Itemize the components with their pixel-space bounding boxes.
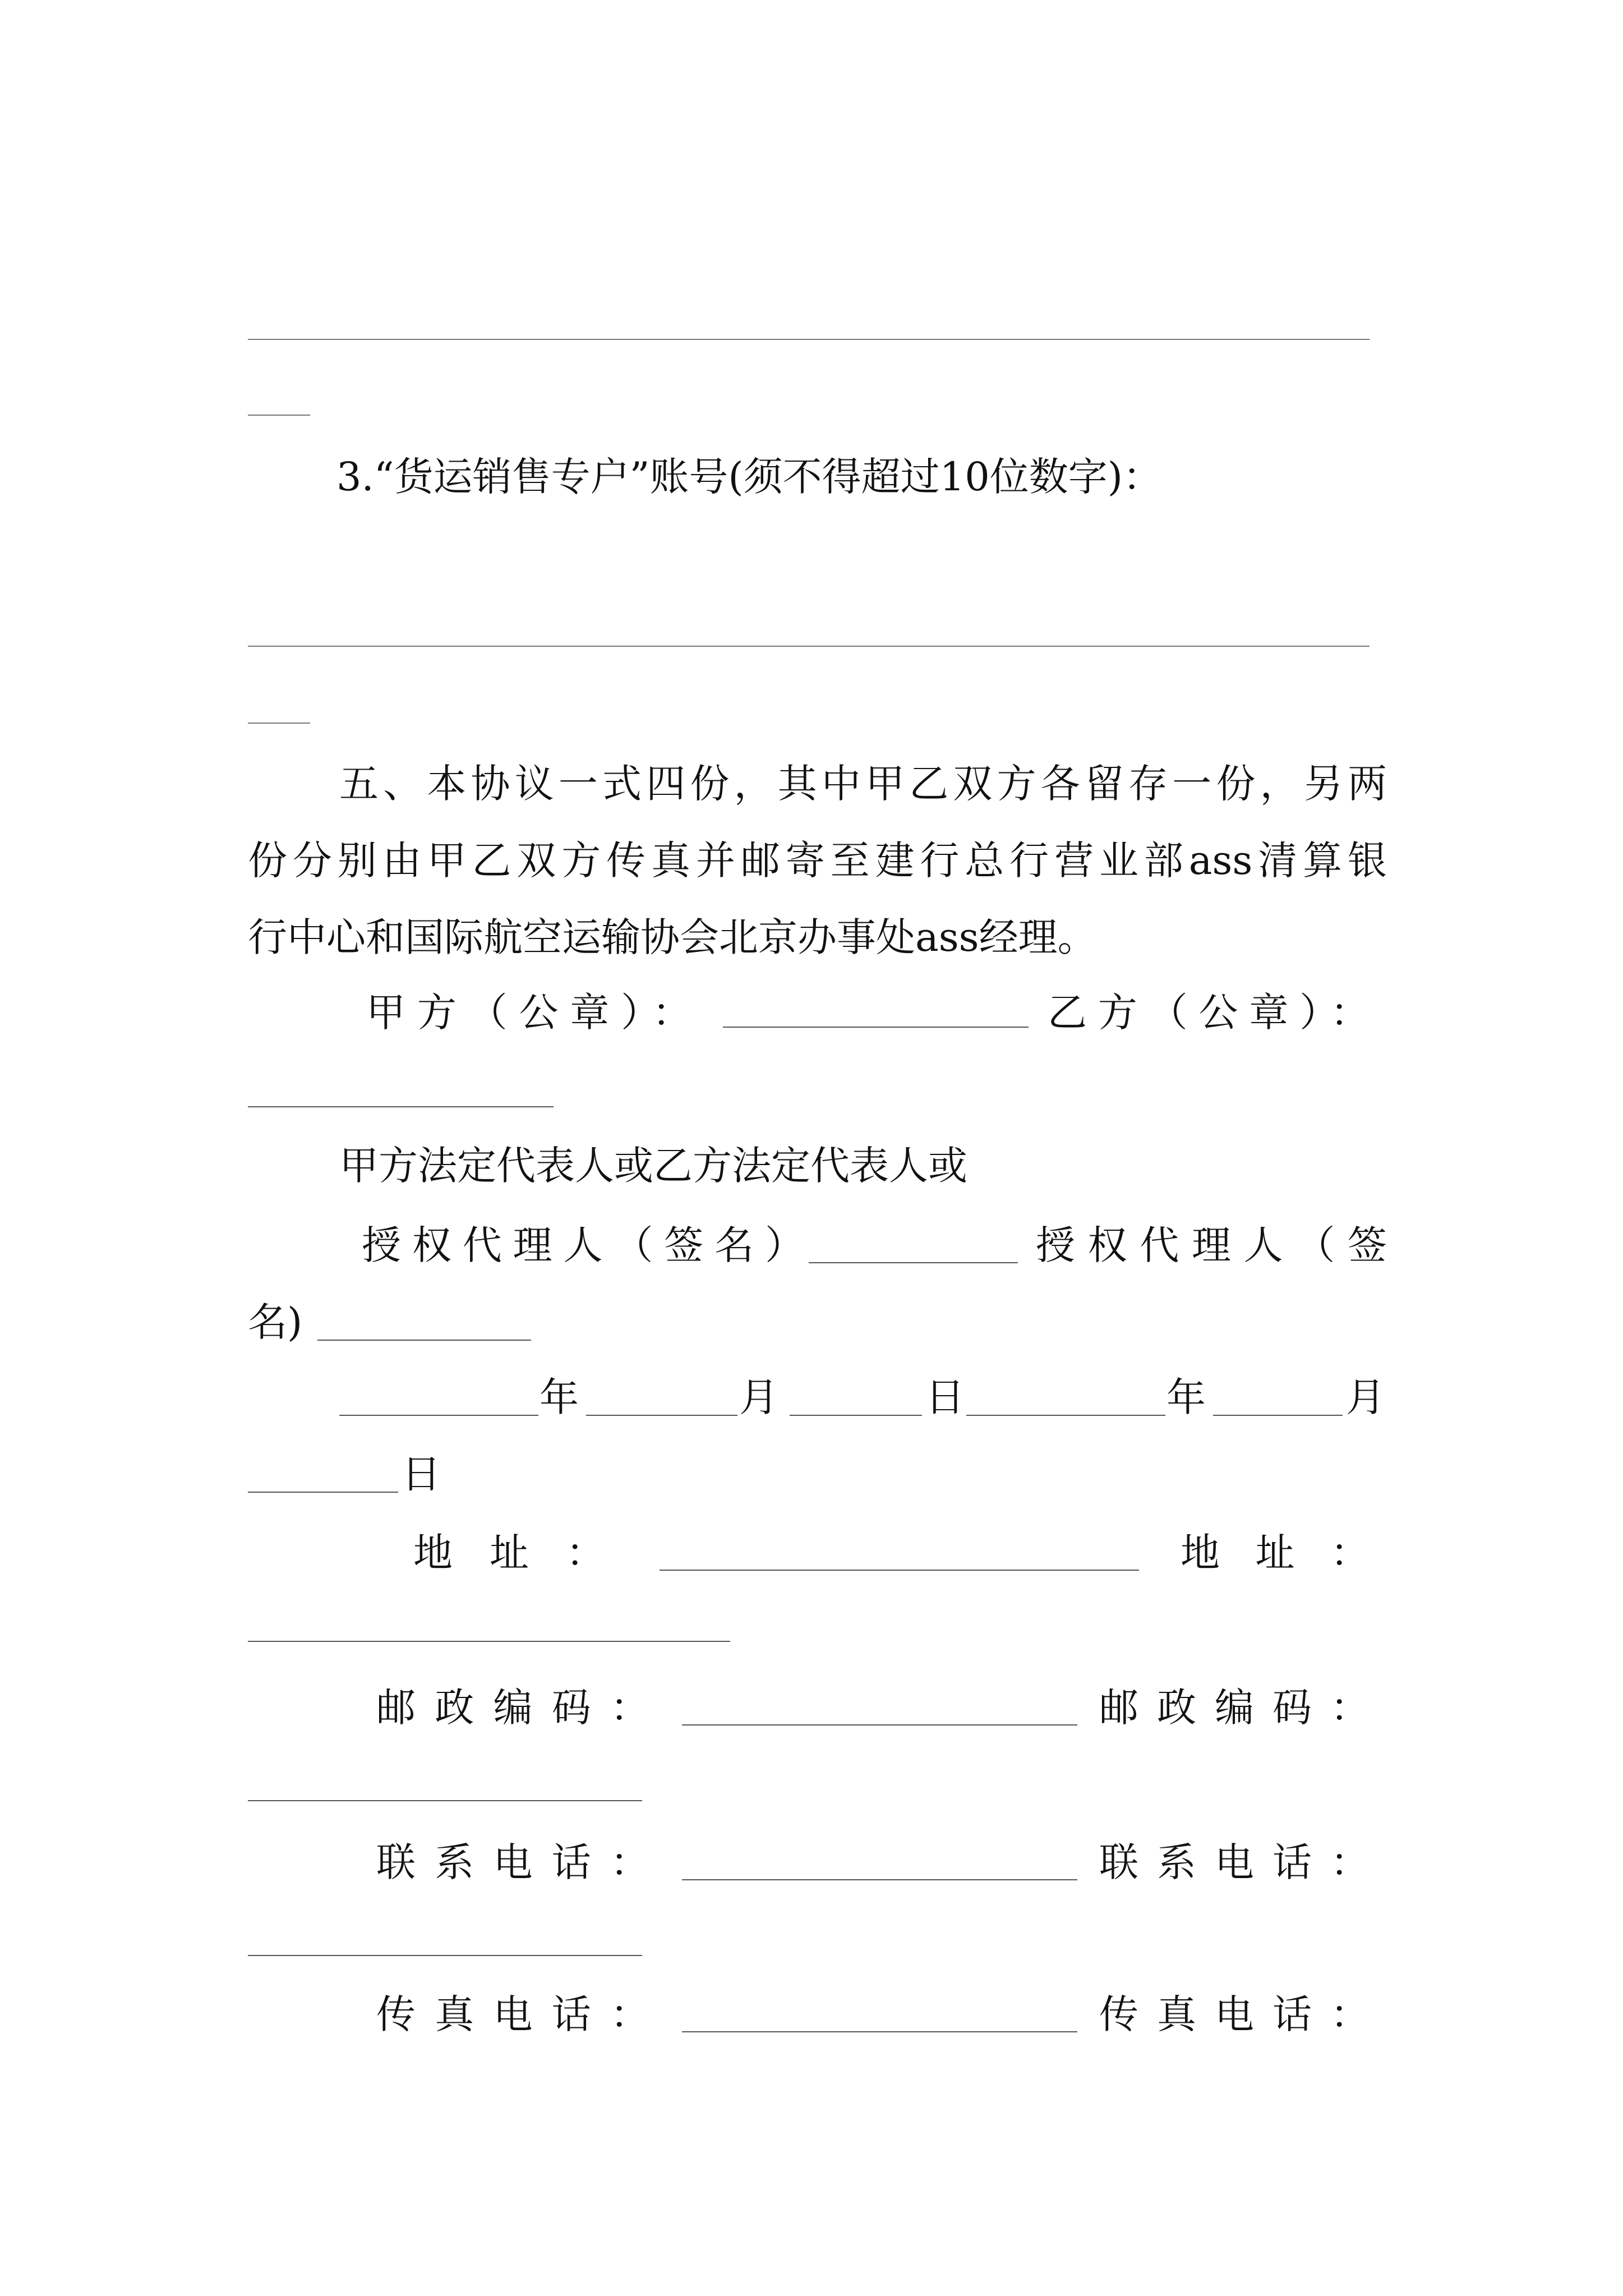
party-b-phone-label: 联系电话： — [1099, 1839, 1370, 1885]
party-a-day-field[interactable] — [790, 1415, 922, 1416]
party-b-fax-label: 传真电话： — [1099, 1991, 1370, 2037]
year-label: 年 — [1166, 1374, 1206, 1420]
agent-b-label: 授权代理人（签 — [1036, 1222, 1387, 1268]
party-b-postcode-label: 邮政编码： — [1099, 1685, 1370, 1731]
party-b-seal-label: 乙方（公章）： — [1048, 990, 1370, 1036]
month-label: 月 — [1346, 1374, 1385, 1420]
party-a-postcode-field[interactable] — [682, 1724, 1077, 1726]
party-b-month-field[interactable] — [1213, 1415, 1343, 1416]
party-a-fax-label: 传真电话： — [376, 1991, 649, 2037]
party-b-address-field[interactable] — [248, 1641, 730, 1642]
blank-line-short — [248, 723, 310, 724]
party-a-seal-field[interactable] — [723, 1027, 1029, 1028]
party-a-address-field[interactable] — [660, 1570, 1139, 1571]
party-b-address-label: 地址： — [1181, 1530, 1370, 1576]
blank-line-short — [248, 415, 310, 416]
party-a-year-field[interactable] — [339, 1415, 538, 1416]
agent-b-label-cont: 名) — [248, 1299, 303, 1345]
party-b-seal-field[interactable] — [248, 1106, 554, 1107]
party-a-address-label: 地址： — [413, 1530, 605, 1576]
clause-5-line-3: 行中心和国际航空运输协会北京办事处ass经理。 — [248, 914, 1097, 960]
party-a-phone-field[interactable] — [682, 1879, 1077, 1880]
day-label: 日 — [925, 1374, 965, 1420]
agent-a-label: 授权代理人（签名） — [362, 1222, 804, 1268]
agent-b-signature-field[interactable] — [317, 1340, 531, 1341]
party-a-month-field[interactable] — [586, 1415, 737, 1416]
year-label: 年 — [540, 1374, 579, 1420]
party-a-postcode-label: 邮政编码： — [376, 1685, 649, 1731]
day-label: 日 — [402, 1451, 441, 1497]
party-b-phone-field[interactable] — [248, 1955, 642, 1956]
party-a-seal-label: 甲方（公章）： — [366, 990, 691, 1036]
party-b-year-field[interactable] — [966, 1415, 1165, 1416]
month-label: 月 — [739, 1374, 778, 1420]
clause-5-line-1: 五、本协议一式四份，其中甲乙双方各留存一份，另两 — [339, 761, 1387, 807]
clause-5-line-2: 份分别由甲乙双方传真并邮寄至建行总行营业部ass清算银 — [248, 838, 1387, 884]
legal-rep-label: 甲方法定代表人或乙方法定代表人或 — [339, 1143, 967, 1189]
party-b-postcode-field[interactable] — [248, 1800, 642, 1801]
agent-a-signature-field[interactable] — [809, 1262, 1018, 1263]
party-a-fax-field[interactable] — [682, 2031, 1077, 2032]
account-number-label: 3.“货运销售专户”账号(须不得超过10位数字)： — [336, 454, 1163, 500]
blank-line-long — [248, 646, 1370, 647]
blank-line-long — [248, 339, 1370, 340]
party-a-phone-label: 联系电话： — [376, 1839, 649, 1885]
party-b-day-field[interactable] — [248, 1492, 398, 1493]
